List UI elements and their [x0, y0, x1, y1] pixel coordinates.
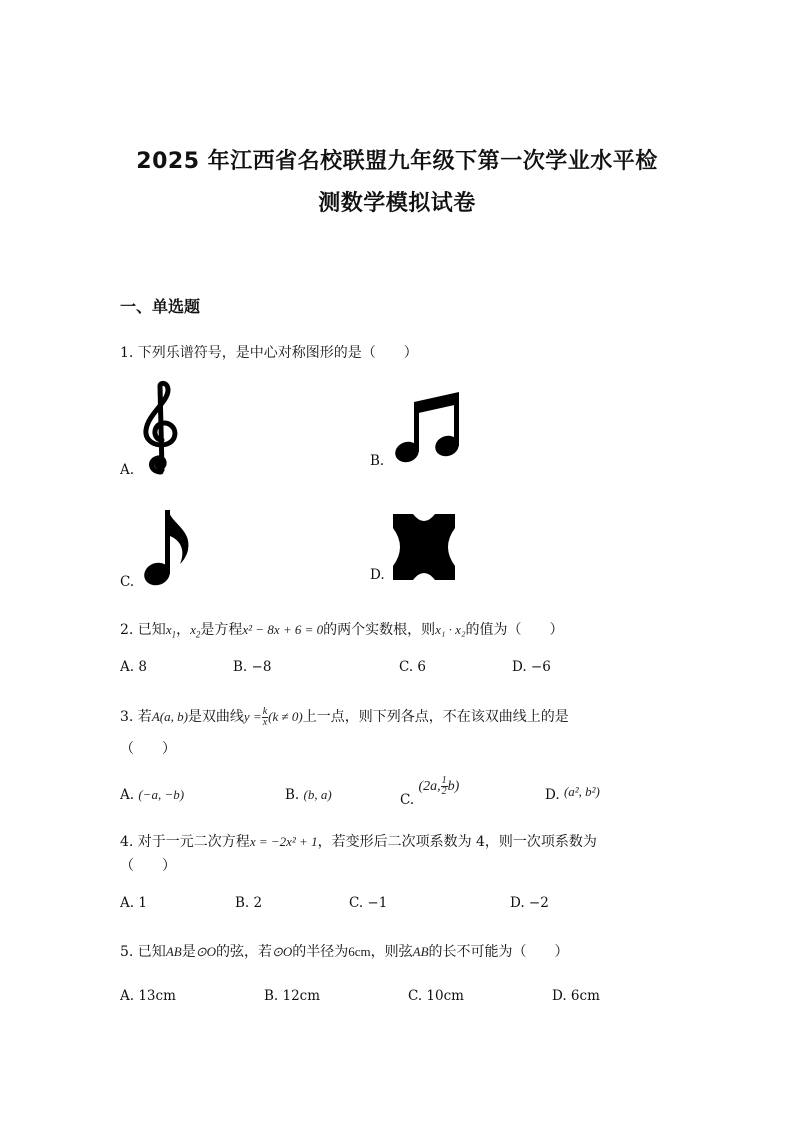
treble-clef-icon[interactable]	[138, 380, 184, 476]
q3-curve-lhs: y =	[243, 709, 262, 724]
q5-text-2: 是	[181, 944, 196, 960]
q2-text-3: 的两个实数根，则	[323, 622, 436, 638]
q2-text-1: 2. 已知	[120, 622, 166, 638]
q4-text-2: ，若变形后二次项系数为 4，则一次项系数为	[317, 834, 597, 850]
q3-option-a: A. (−a, −b)	[120, 787, 185, 803]
q5-text-5: ，则弦	[370, 944, 413, 960]
q3-option-d: D. (a², b²)	[545, 784, 600, 803]
q2-option-b: B. −8	[233, 659, 272, 675]
q2-x2: $x_2$	[190, 622, 201, 640]
q2-option-a: A. 8	[120, 659, 147, 675]
question-4-stem	[120, 831, 597, 851]
q2-equation: x² − 8x + 6 = 0	[242, 622, 324, 637]
q5-ab-2: AB	[412, 944, 429, 959]
q5-circle: ⊙O	[195, 944, 216, 959]
q2-option-c: C. 6	[399, 659, 427, 675]
q3-text-1: 3. 若	[120, 709, 152, 725]
q5-radius: 6cm	[348, 944, 371, 959]
q5-circle-2: ⊙O	[271, 944, 293, 959]
q3-option-c: C. (2a, $\frac{1}{2}$ b)	[400, 775, 460, 808]
q5-text-3: 的弦，若	[215, 944, 272, 960]
q1-option-c-label: C.	[120, 574, 135, 590]
q3-option-b: B. (b, a)	[285, 787, 332, 803]
x-shape-icon[interactable]	[393, 514, 455, 580]
question-1-stem: 1. 下列乐谱符号，是中心对称图形的是（ ）	[120, 345, 418, 361]
q2-option-d: D. −6	[512, 659, 551, 675]
q5-text-1: 5. 已知	[120, 944, 166, 960]
q1-option-a-label: A.	[120, 462, 135, 478]
q3-point: A(a, b)	[151, 709, 188, 724]
q4-answer-blank: （ ）	[120, 858, 176, 874]
section-heading: 一、单选题	[120, 297, 201, 316]
q5-option-b: B. 12cm	[264, 988, 321, 1004]
q2-product: x₁ · x₂	[435, 622, 466, 637]
q5-text-6: 的长不可能为（ ）	[428, 944, 569, 960]
q5-text-4: 的半径为	[292, 944, 349, 960]
page-title-line1: 2025 年江西省名校联盟九年级下第一次学业水平检	[136, 149, 658, 174]
q2-text-4: 的值为（ ）	[465, 622, 564, 638]
page-title-line2: 测数学模拟试卷	[318, 191, 476, 216]
q3-fraction: $\frac{k}{x}$	[262, 705, 268, 728]
q3-answer-blank: （ ）	[120, 741, 176, 757]
q4-option-d: D. −2	[510, 895, 549, 911]
q3-text-3: 上一点，则下列各点，不在该双曲线上的是	[302, 709, 569, 725]
q2-comma: ，	[176, 622, 191, 638]
question-5-stem	[120, 941, 569, 961]
question-2-stem	[120, 619, 563, 640]
q1-option-b-label: B.	[370, 453, 385, 469]
q4-option-b: B. 2	[235, 895, 263, 911]
q4-text-1: 4. 对于一元二次方程	[120, 834, 250, 850]
q2-text-2: 是方程	[200, 622, 243, 638]
q5-ab: AB	[165, 944, 182, 959]
q3-text-2: 是双曲线	[187, 709, 244, 725]
q3-condition: (k ≠ 0)	[268, 709, 303, 724]
beamed-eighth-notes-icon[interactable]	[393, 388, 463, 468]
q5-option-a: A. 13cm	[120, 988, 176, 1004]
q1-option-d-label: D.	[370, 567, 385, 583]
question-3-stem	[120, 706, 569, 728]
q4-option-a: A. 1	[120, 895, 147, 911]
q4-option-c: C. −1	[349, 895, 388, 911]
q2-x1: $x_1$	[165, 622, 177, 640]
q4-equation: x = −2x² + 1	[249, 834, 318, 849]
q5-option-d: D. 6cm	[552, 988, 600, 1004]
q5-option-c: C. 10cm	[408, 988, 464, 1004]
eighth-note-icon[interactable]	[142, 506, 194, 588]
